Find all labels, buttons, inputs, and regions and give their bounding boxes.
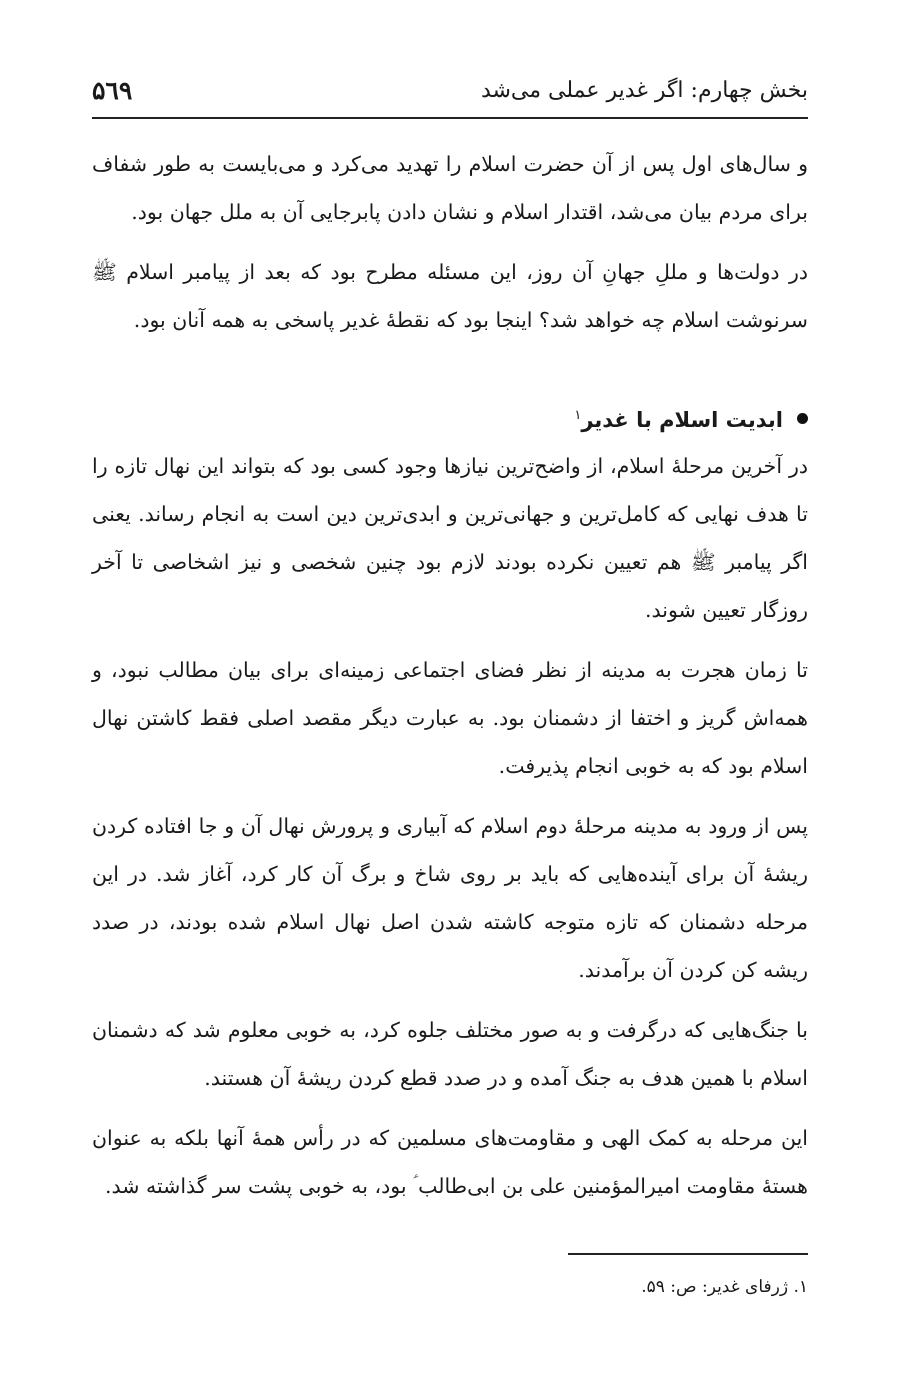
section-heading xyxy=(92,394,808,442)
paragraph-4: تا زمان هجرت به مدینه از نظر فضای اجتماعی زمینه‌ای برای بیان مطالب نبود، و همه‌اش گریز و اختفا از دشمنان بود. به عبارت دیگر مقصد اصلی فقط کاشتن نهال اسلام بود که به خوبی انجام پذیرفت. xyxy=(92,658,808,778)
paragraph-6: با جنگ‌هایی که درگرفت و به صور مختلف جلوه کرد، به خوبی معلوم شد که دشمنان اسلام با همین هدف به جنگ آمده و در صدد قطع کردن ریشهٔ آن هستند. xyxy=(92,1018,808,1090)
footnote-marker: ۱ xyxy=(574,408,582,423)
running-header xyxy=(92,70,808,110)
footnote-rule xyxy=(568,1253,808,1255)
paragraph-3: در آخرین مرحلهٔ اسلام، از واضح‌ترین نیازها وجود کسی بود که بتواند این نهال تازه را تا هدف نهایی که کامل‌ترین و جهانی‌ترین و ابدی‌ترین دین است به انجام رساند. یعنی اگر پیامبر ﷺ هم تعیین نکرده بودند لازم بود چنین شخصی و نیز اشخاصی تا آخر روزگار تعیین شوند. xyxy=(92,454,808,622)
paragraph-1: و سال‌های اول پس از آن حضرت اسلام را تهدید می‌کرد و می‌بایست به طور شفاف برای مردم بیان می‌شد، اقتدار اسلام و نشان دادن پابرجایی آن به ملل جهان بود. xyxy=(92,152,808,224)
header-rule xyxy=(92,117,808,119)
section-heading-text: ابدیت اسلام با غدیر xyxy=(581,408,783,432)
paragraph-5: پس از ورود به مدینه مرحلهٔ دوم اسلام که آبیاری و پرورش نهال آن و جا افتاده کردن ریشهٔ آن برای آینده‌هایی که باید بر روی شاخ و برگ آن کار کرد، آغاز شد. در این مرحله دشمنان که تازه متوجه کاشته شدن اصل نهال اسلام شده بودند، در صدد ریشه کن کردن آن برآمدند. xyxy=(92,814,809,982)
book-page xyxy=(92,0,808,1390)
footnote: ۱. ژرفای غدیر: ص: ۵۹. xyxy=(641,1277,808,1297)
paragraph-2: در دولت‌ها و مللِ جهانِ آن روز، این مسئله مطرح بود که بعد از پیامبر اسلام ﷺ سرنوشت اسلام چه خواهد شد؟ اینجا بود که نقطهٔ غدیر پاسخی به همه آنان بود. xyxy=(92,260,808,332)
page-number: ۵٦۹ xyxy=(92,75,133,105)
body-text xyxy=(92,140,808,1222)
paragraph-7: این مرحله به کمک الهی و مقاومت‌های مسلمین که در رأس همهٔ آنها بلکه به عنوان هستهٔ مقاومت امیرالمؤمنین علی بن ابی‌طالب ؑ بود، به خوبی پشت سر گذاشته شد. xyxy=(92,1126,808,1198)
running-title: بخش چهارم: اگر غدیر عملی می‌شد xyxy=(480,77,808,103)
bullet-icon xyxy=(797,413,808,424)
